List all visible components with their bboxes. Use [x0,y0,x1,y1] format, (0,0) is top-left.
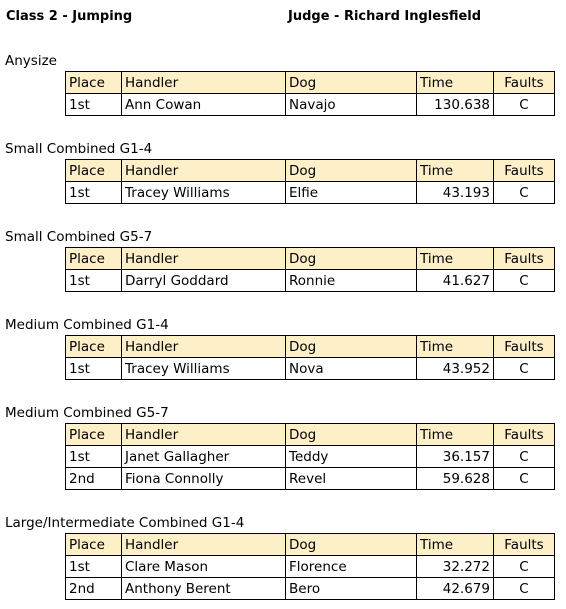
section-label: Small Combined G5-7 [5,229,153,245]
results-table [65,247,555,292]
place-cell: 1st [66,270,122,292]
column-header-place: Place [66,72,122,94]
column-header-handler: Handler [122,248,286,270]
column-header-handler: Handler [122,534,286,556]
section-label: Small Combined G1-4 [5,141,153,157]
column-header-faults: Faults [494,336,555,358]
time-cell: 43.952 [417,358,494,380]
column-header-dog: Dog [286,248,417,270]
place-cell: 1st [66,94,122,116]
column-header-handler: Handler [122,424,286,446]
place-cell: 1st [66,182,122,204]
table-header-row [66,336,555,358]
place-cell: 1st [66,556,122,578]
column-header-time: Time [417,248,494,270]
faults-cell: C [494,578,555,600]
section-label: Anysize [5,53,57,69]
table-header-row [66,248,555,270]
time-cell: 43.193 [417,182,494,204]
handler-cell: Fiona Connolly [122,468,286,490]
handler-cell: Ann Cowan [122,94,286,116]
place-cell: 1st [66,446,122,468]
place-cell: 2nd [66,468,122,490]
column-header-time: Time [417,72,494,94]
column-header-place: Place [66,248,122,270]
place-cell: 1st [66,358,122,380]
dog-cell: Ronnie [286,270,417,292]
faults-cell: C [494,182,555,204]
dog-cell: Florence [286,556,417,578]
column-header-dog: Dog [286,72,417,94]
faults-cell: C [494,94,555,116]
column-header-dog: Dog [286,336,417,358]
table-header-row [66,534,555,556]
dog-cell: Nova [286,358,417,380]
column-header-place: Place [66,336,122,358]
table-header-row [66,72,555,94]
class-title: Class 2 - Jumping [6,9,133,24]
handler-cell: Clare Mason [122,556,286,578]
column-header-faults: Faults [494,248,555,270]
faults-cell: C [494,270,555,292]
results-table [65,335,555,380]
column-header-place: Place [66,534,122,556]
time-cell: 32.272 [417,556,494,578]
handler-cell: Anthony Berent [122,578,286,600]
column-header-time: Time [417,336,494,358]
column-header-place: Place [66,160,122,182]
faults-cell: C [494,358,555,380]
faults-cell: C [494,446,555,468]
time-cell: 41.627 [417,270,494,292]
dog-cell: Bero [286,578,417,600]
table-row [66,358,555,380]
dog-cell: Revel [286,468,417,490]
column-header-faults: Faults [494,72,555,94]
time-cell: 36.157 [417,446,494,468]
table-row [66,94,555,116]
column-header-place: Place [66,424,122,446]
time-cell: 42.679 [417,578,494,600]
column-header-faults: Faults [494,160,555,182]
handler-cell: Janet Gallagher [122,446,286,468]
column-header-faults: Faults [494,534,555,556]
table-header-row [66,160,555,182]
judge-title: Judge - Richard Inglesfield [288,9,482,24]
handler-cell: Tracey Williams [122,358,286,380]
time-cell: 59.628 [417,468,494,490]
section-label: Medium Combined G1-4 [5,317,169,333]
table-row [66,556,555,578]
faults-cell: C [494,468,555,490]
faults-cell: C [494,556,555,578]
time-cell: 130.638 [417,94,494,116]
table-header-row [66,424,555,446]
results-table [65,159,555,204]
column-header-handler: Handler [122,160,286,182]
table-row [66,468,555,490]
place-cell: 2nd [66,578,122,600]
table-row [66,182,555,204]
table-row [66,578,555,600]
handler-cell: Darryl Goddard [122,270,286,292]
column-header-dog: Dog [286,424,417,446]
column-header-time: Time [417,534,494,556]
table-row [66,270,555,292]
column-header-handler: Handler [122,72,286,94]
handler-cell: Tracey Williams [122,182,286,204]
results-table [65,423,555,490]
dog-cell: Elfie [286,182,417,204]
column-header-faults: Faults [494,424,555,446]
results-table [65,533,555,600]
column-header-time: Time [417,160,494,182]
section-label: Medium Combined G5-7 [5,405,169,421]
table-row [66,446,555,468]
dog-cell: Navajo [286,94,417,116]
dog-cell: Teddy [286,446,417,468]
column-header-dog: Dog [286,160,417,182]
results-table [65,71,555,116]
column-header-time: Time [417,424,494,446]
section-label: Large/Intermediate Combined G1-4 [5,515,245,531]
column-header-handler: Handler [122,336,286,358]
column-header-dog: Dog [286,534,417,556]
